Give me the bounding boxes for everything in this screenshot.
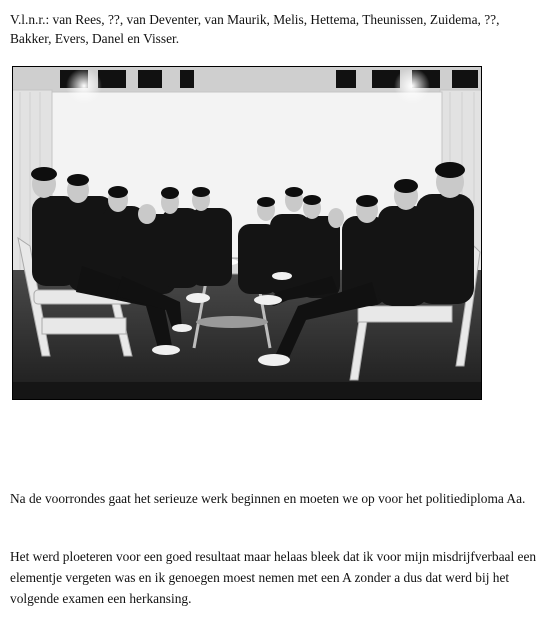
group-photo xyxy=(12,66,482,400)
paragraph-exam-result: Het werd ploeteren voor een goed resultaat maar helaas bleek dat ik voor mijn misdrijfverbaal een elementje vergeten was en ik genoegen moest nemen met een A zonder a dus dat werd bij het volgende examen een herkansing. xyxy=(10,549,537,606)
group-photo-drawing xyxy=(12,66,482,400)
paragraph-diploma: Na de voorrondes gaat het serieuze werk beginnen en moeten we op voor het politiediploma Aa. xyxy=(10,491,526,506)
photo-caption: V.l.n.r.: van Rees, ??, van Deventer, van Maurik, Melis, Hettema, Theunissen, Zuidema, ??, Bakker, Evers, Danel en Visser. xyxy=(10,12,500,46)
